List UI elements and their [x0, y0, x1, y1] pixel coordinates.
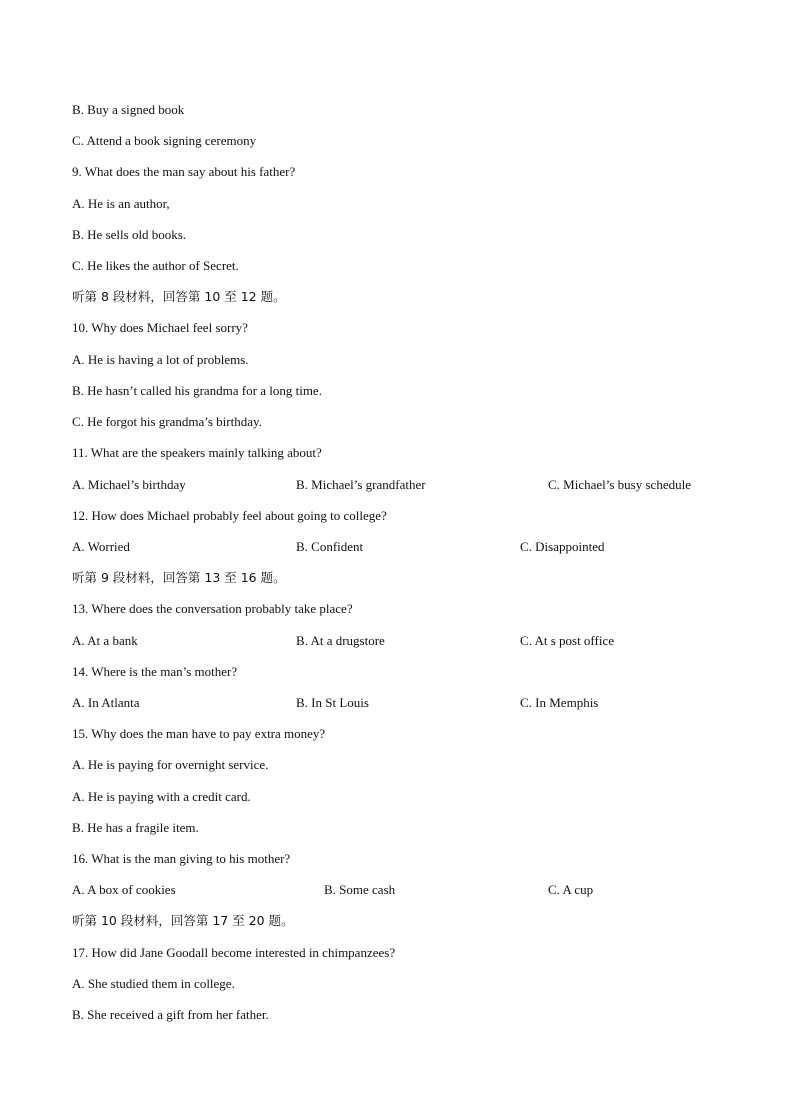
section-heading-9: 听第 9 段材料，回答第 13 至 16 题。: [72, 570, 286, 585]
option-17b: B. She received a gift from her father.: [72, 1007, 269, 1022]
option-9a: A. He is an author,: [72, 196, 170, 211]
option-16b: B. Some cash: [324, 882, 396, 897]
question-15: 15. Why does the man have to pay extra money?: [72, 726, 326, 741]
option-14c: C. In Memphis: [520, 695, 599, 710]
section-heading-8: 听第 8 段材料，回答第 10 至 12 题。: [72, 289, 286, 304]
option-16c: C. A cup: [548, 882, 594, 897]
question-17: 17. How did Jane Goodall become interested in chimpanzees?: [72, 945, 396, 960]
option-11c: C. Michael’s busy schedule: [548, 477, 691, 492]
option-12c: C. Disappointed: [520, 539, 605, 554]
option-13a: A. At a bank: [72, 633, 138, 648]
option-10b: B. He hasn’t called his grandma for a long time.: [72, 383, 322, 398]
option-14b: B. In St Louis: [296, 695, 369, 710]
option-10c: C. He forgot his grandma’s birthday.: [72, 414, 262, 429]
option-11a: A. Michael’s birthday: [72, 477, 186, 492]
option-8b: B. Buy a signed book: [72, 102, 185, 117]
option-8c: C. Attend a book signing ceremony: [72, 133, 257, 148]
option-16a: A. A box of cookies: [72, 882, 176, 897]
option-15b: B. He has a fragile item.: [72, 820, 199, 835]
option-17a: A. She studied them in college.: [72, 976, 235, 991]
question-13: 13. Where does the conversation probably take place?: [72, 601, 353, 616]
question-16: 16. What is the man giving to his mother?: [72, 851, 291, 866]
question-10: 10. Why does Michael feel sorry?: [72, 320, 248, 335]
option-9c: C. He likes the author of Secret.: [72, 258, 239, 273]
option-15a-second: A. He is paying with a credit card.: [72, 789, 251, 804]
question-14: 14. Where is the man’s mother?: [72, 664, 238, 679]
option-14a: A. In Atlanta: [72, 695, 140, 710]
option-15a: A. He is paying for overnight service.: [72, 757, 269, 772]
question-9: 9. What does the man say about his father?: [72, 164, 296, 179]
option-12a: A. Worried: [72, 539, 130, 554]
option-13c: C. At s post office: [520, 633, 615, 648]
option-10a: A. He is having a lot of problems.: [72, 352, 249, 367]
question-12: 12. How does Michael probably feel about going to college?: [72, 508, 387, 523]
option-13b: B. At a drugstore: [296, 633, 385, 648]
option-11b: B. Michael’s grandfather: [296, 477, 426, 492]
option-9b: B. He sells old books.: [72, 227, 187, 242]
question-11: 11. What are the speakers mainly talking about?: [72, 445, 322, 460]
option-12b: B. Confident: [296, 539, 364, 554]
section-heading-10: 听第 10 段材料，回答第 17 至 20 题。: [72, 913, 294, 928]
